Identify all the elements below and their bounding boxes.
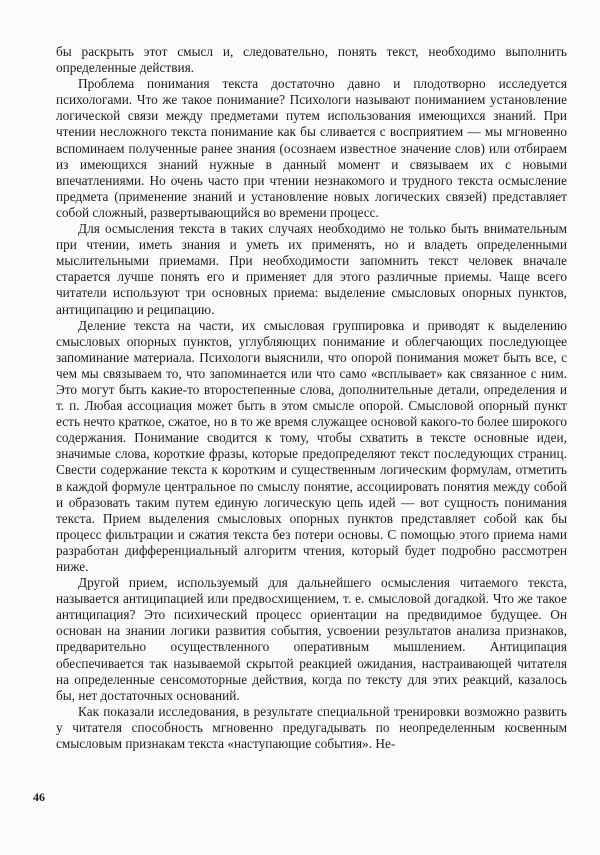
paragraph-4: Деление текста на части, их смысловая группировка и приводят к выделению смысловых опорных пунктов, углубляющих понимание и облегчающих последующее запоминание материала. Психологи выяснили, что опорой понимания может быть все, с чем мы связываем то, что запоминается или что само «всплывает» как связанное с ним. Это могут быть какие-то второстепенные слова, дополнительные детали, определения и т. п. Любая ассоциация может быть в этом смысле опорой. Смысловой опорный пункт есть нечто краткое, сжатое, но в то же время служащее основой какого-то более широкого содержания. Понимание сводится к тому, чтобы схватить в тексте основные идеи, значимые слова, короткие фразы, которые предопределяют текст последующих страниц. Свести содержание текста к коротким и существенным логическим формулам, отметить в каждой формуле центральное по смыслу понятие, ассоциировать понятия между собой и образовать таким путем единую логическую цепь идей — вот сущность понимания текста. Прием выделения смысловых опорных пунктов представляет собой как бы процесс фильтрации и сжатия текста без потери основы. С помощью этого приема нами разработан дифференциальный алгоритм чтения, который будет подробно рассмотрен ниже. [56, 317, 567, 574]
paragraph-2: Проблема понимания текста достаточно давно и плодотворно исследуется психологами. Что же такое понимание? Психологи называют пониманием установление логической связи между предметами путем использования имеющихся знаний. При чтении несложного текста понимание как бы сливается с восприятием — мы мгновенно вспоминаем полученные ранее знания (осознаем известное значение слов) или отбираем из имеющихся знаний нужные в данный момент и связываем их с новыми впечатлениями. Но очень часто при чтении незнакомого и трудного текста осмысление предмета (применение знаний и установление новых логических связей) представляет собой сложный, развертывающийся во времени процесс. [56, 76, 567, 220]
page-number: 46 [33, 790, 45, 804]
paragraph-1: бы раскрыть этот смысл и, следовательно, понять текст, необходимо выполнить определенные действия. [56, 44, 567, 76]
body-text [56, 44, 567, 752]
paragraph-6: Как показали исследования, в результате специальной тренировки возможно развить у читателя способность мгновенно предугадывать по неопределенным косвенным смысловым признакам текста «наступающие события». Не- [56, 703, 567, 752]
paragraph-3: Для осмысления текста в таких случаях необходимо не только быть внимательным при чтении, иметь знания и уметь их применять, но и владеть определенными мыслительными приемами. При необходимости запомнить текст человек вначале старается лучше понять его и применяет для этого различные приемы. Чаще всего читатели используют три основных приема: выделение смысловых опорных пунктов, антиципацию и реципацию. [56, 221, 567, 317]
paragraph-5: Другой прием, используемый для дальнейшего осмысления читаемого текста, называется антиципацией или предвосхищением, т. е. смысловой догадкой. Что же такое антиципация? Это психический процесс ориентации на предвидимое будущее. Он основан на знании логики развития события, усвоении результатов анализа признаков, предварительно осуществленного оперативным мышлением. Антиципация обеспечивается так называемой скрытой реакцией ожидания, настраивающей читателя на определенные сенсомоторные действия, когда по тексту для этих реакций, казалось бы, нет достаточных оснований. [56, 575, 567, 703]
